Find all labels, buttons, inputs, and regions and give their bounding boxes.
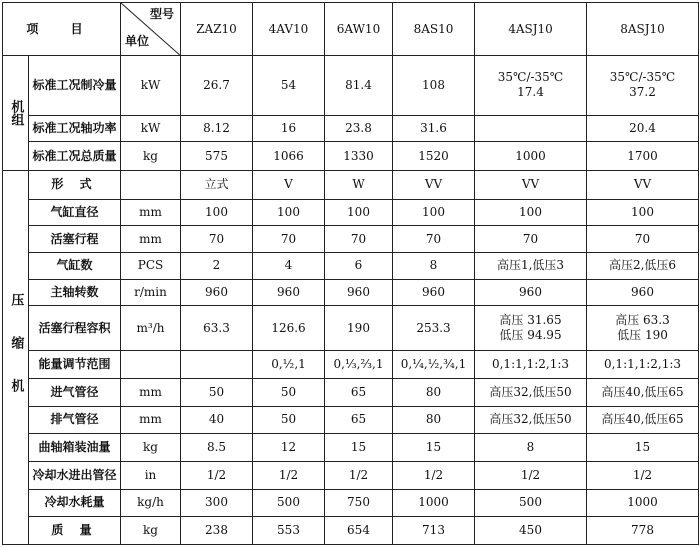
row-unit: kW (121, 56, 181, 115)
group-label-compressor: 压缩机 (3, 171, 29, 545)
cell-value: 960 (325, 279, 393, 306)
group-label-unit: 机组 (3, 56, 29, 171)
row-unit: in (121, 461, 181, 489)
cell-value: VV (587, 171, 699, 200)
cell-value: 960 (475, 279, 587, 306)
cell-value: 1700 (587, 142, 699, 171)
cell-value: 500 (253, 489, 325, 517)
cell-value: 70 (587, 226, 699, 253)
cell-value: 23.8 (325, 115, 393, 142)
cell-value: 100 (181, 199, 253, 226)
header-row (3, 3, 699, 56)
cell-value: 960 (181, 279, 253, 306)
row-name: 进气管径 (29, 378, 121, 406)
row-name: 标准工况制冷量 (29, 56, 121, 115)
row-name: 冷却水耗量 (29, 489, 121, 517)
cell-value: 70 (393, 226, 475, 253)
cell-value: 4 (253, 252, 325, 279)
row-name: 标准工况轴功率 (29, 115, 121, 142)
table-row (3, 279, 699, 306)
row-name: 曲轴箱装油量 (29, 434, 121, 462)
header-project: 项 目 (3, 3, 121, 56)
cell-value: 100 (587, 199, 699, 226)
cell-value: 1520 (393, 142, 475, 171)
cell-value: 立式 (181, 171, 253, 200)
cell-value: 高压32,低压50 (475, 406, 587, 434)
cell-value: 450 (475, 517, 587, 545)
cell-value: 26.7 (181, 56, 253, 115)
row-name: 活塞行程 (29, 226, 121, 253)
cell-value: 80 (393, 406, 475, 434)
table-row (3, 226, 699, 253)
cell-value: 8 (475, 434, 587, 462)
header-unit-label: 单位 (125, 34, 150, 49)
table-row (3, 461, 699, 489)
table-row (3, 351, 699, 379)
cell-value: 960 (393, 279, 475, 306)
table-row (3, 489, 699, 517)
cell-value: 1066 (253, 142, 325, 171)
cell-value: 1/2 (587, 461, 699, 489)
table-row (3, 252, 699, 279)
cell-value: 15 (393, 434, 475, 462)
cell-value: 8 (393, 252, 475, 279)
table-row (3, 378, 699, 406)
compressor-spec-table (2, 2, 699, 545)
cell-value: 100 (475, 199, 587, 226)
row-unit: kg (121, 517, 181, 545)
cell-value: 750 (325, 489, 393, 517)
cell-value: 65 (325, 378, 393, 406)
model-header: 8ASJ10 (587, 3, 699, 56)
cell-value: 70 (253, 226, 325, 253)
cell-value: 高压1,低压3 (475, 252, 587, 279)
table-row (3, 199, 699, 226)
cell-line: 高压 31.65 (499, 313, 562, 328)
cell-value: 1/2 (393, 461, 475, 489)
cell-value: VV (475, 171, 587, 200)
cell-value-multiline (587, 306, 699, 351)
table-row (3, 115, 699, 142)
cell-value: VV (393, 171, 475, 200)
cell-value: 31.6 (393, 115, 475, 142)
cell-value: 50 (253, 378, 325, 406)
cell-value: 65 (325, 406, 393, 434)
cell-line: 低压 190 (617, 328, 668, 343)
cell-value: 20.4 (587, 115, 699, 142)
table-row (3, 434, 699, 462)
cell-value: 70 (325, 226, 393, 253)
cell-value: 高压32,低压50 (475, 378, 587, 406)
cell-value: 8.12 (181, 115, 253, 142)
row-name: 标准工况总质量 (29, 142, 121, 171)
model-header: 8AS10 (393, 3, 475, 56)
row-unit: r/min (121, 279, 181, 306)
cell-value: 654 (325, 517, 393, 545)
header-diagonal-cell (121, 3, 181, 56)
cell-line: 35℃/-35℃ (609, 70, 676, 85)
row-name: 活塞行程容积 (29, 306, 121, 351)
cell-value: 553 (253, 517, 325, 545)
cell-value: 100 (393, 199, 475, 226)
model-header: 4AV10 (253, 3, 325, 56)
cell-value: 960 (253, 279, 325, 306)
row-name: 气缸数 (29, 252, 121, 279)
cell-value: 0,¼,½,¾,1 (393, 351, 475, 379)
cell-value: 2 (181, 252, 253, 279)
cell-value: 8.5 (181, 434, 253, 462)
cell-value: 50 (253, 406, 325, 434)
cell-value: 100 (253, 199, 325, 226)
cell-value: 190 (325, 306, 393, 351)
cell-value: 1000 (393, 489, 475, 517)
row-name: 冷却水进出管径 (29, 461, 121, 489)
cell-value: 高压2,低压6 (587, 252, 699, 279)
table-row (3, 517, 699, 545)
cell-value: W (325, 171, 393, 200)
cell-value: 70 (475, 226, 587, 253)
cell-value: 1000 (475, 142, 587, 171)
cell-line: 37.2 (629, 85, 656, 100)
cell-line: 17.4 (517, 85, 544, 100)
row-unit (121, 171, 181, 200)
cell-value: 108 (393, 56, 475, 115)
cell-value: 960 (587, 279, 699, 306)
cell-value: 0,⅓,⅔,1 (325, 351, 393, 379)
cell-line: 低压 94.95 (499, 328, 562, 343)
cell-value: 54 (253, 56, 325, 115)
cell-value: 1/2 (475, 461, 587, 489)
cell-value: 500 (475, 489, 587, 517)
row-name: 质 量 (29, 517, 121, 545)
table-row (3, 171, 699, 200)
cell-value: 高压40,低压65 (587, 378, 699, 406)
row-name: 形 式 (29, 171, 121, 200)
cell-value (475, 115, 587, 142)
table-row (3, 142, 699, 171)
cell-line: 35℃/-35℃ (497, 70, 564, 85)
cell-value: 80 (393, 378, 475, 406)
cell-value (181, 351, 253, 379)
header-model-label: 型号 (149, 7, 174, 21)
cell-value: 1/2 (253, 461, 325, 489)
cell-value: V (253, 171, 325, 200)
cell-value: 15 (587, 434, 699, 462)
row-name: 气缸直径 (29, 199, 121, 226)
row-unit: kg (121, 434, 181, 462)
cell-value: 778 (587, 517, 699, 545)
model-header: 6AW10 (325, 3, 393, 56)
row-unit: kg (121, 142, 181, 171)
cell-value: 6 (325, 252, 393, 279)
cell-value: 70 (181, 226, 253, 253)
cell-value: 713 (393, 517, 475, 545)
cell-value: 1000 (587, 489, 699, 517)
cell-value: 15 (325, 434, 393, 462)
cell-value-multiline (475, 306, 587, 351)
row-unit (121, 351, 181, 379)
row-unit: m³/h (121, 306, 181, 351)
cell-value: 高压40,低压65 (587, 406, 699, 434)
cell-value: 16 (253, 115, 325, 142)
cell-value: 1/2 (325, 461, 393, 489)
cell-value: 300 (181, 489, 253, 517)
row-unit: mm (121, 378, 181, 406)
cell-value: 1330 (325, 142, 393, 171)
row-unit: mm (121, 406, 181, 434)
row-unit: kg/h (121, 489, 181, 517)
row-unit: kW (121, 115, 181, 142)
cell-value-multiline (475, 56, 587, 115)
cell-value: 63.3 (181, 306, 253, 351)
row-unit: mm (121, 226, 181, 253)
cell-line: 高压 63.3 (615, 313, 670, 328)
row-name: 能量调节范围 (29, 351, 121, 379)
cell-value: 1/2 (181, 461, 253, 489)
cell-value: 40 (181, 406, 253, 434)
row-unit: PCS (121, 252, 181, 279)
cell-value: 575 (181, 142, 253, 171)
cell-value-multiline (587, 56, 699, 115)
model-header: ZAZ10 (181, 3, 253, 56)
cell-value: 0,½,1 (253, 351, 325, 379)
table-row (3, 406, 699, 434)
row-name: 排气管径 (29, 406, 121, 434)
cell-value: 81.4 (325, 56, 393, 115)
row-unit: mm (121, 199, 181, 226)
cell-value: 253.3 (393, 306, 475, 351)
cell-value: 0,1:1,1:2,1:3 (587, 351, 699, 379)
cell-value: 0,1:1,1:2,1:3 (475, 351, 587, 379)
cell-value: 126.6 (253, 306, 325, 351)
cell-value: 100 (325, 199, 393, 226)
model-header: 4ASJ10 (475, 3, 587, 56)
table-row (3, 56, 699, 115)
cell-value: 12 (253, 434, 325, 462)
cell-value: 50 (181, 378, 253, 406)
cell-value: 238 (181, 517, 253, 545)
table-row (3, 306, 699, 351)
row-name: 主轴转数 (29, 279, 121, 306)
